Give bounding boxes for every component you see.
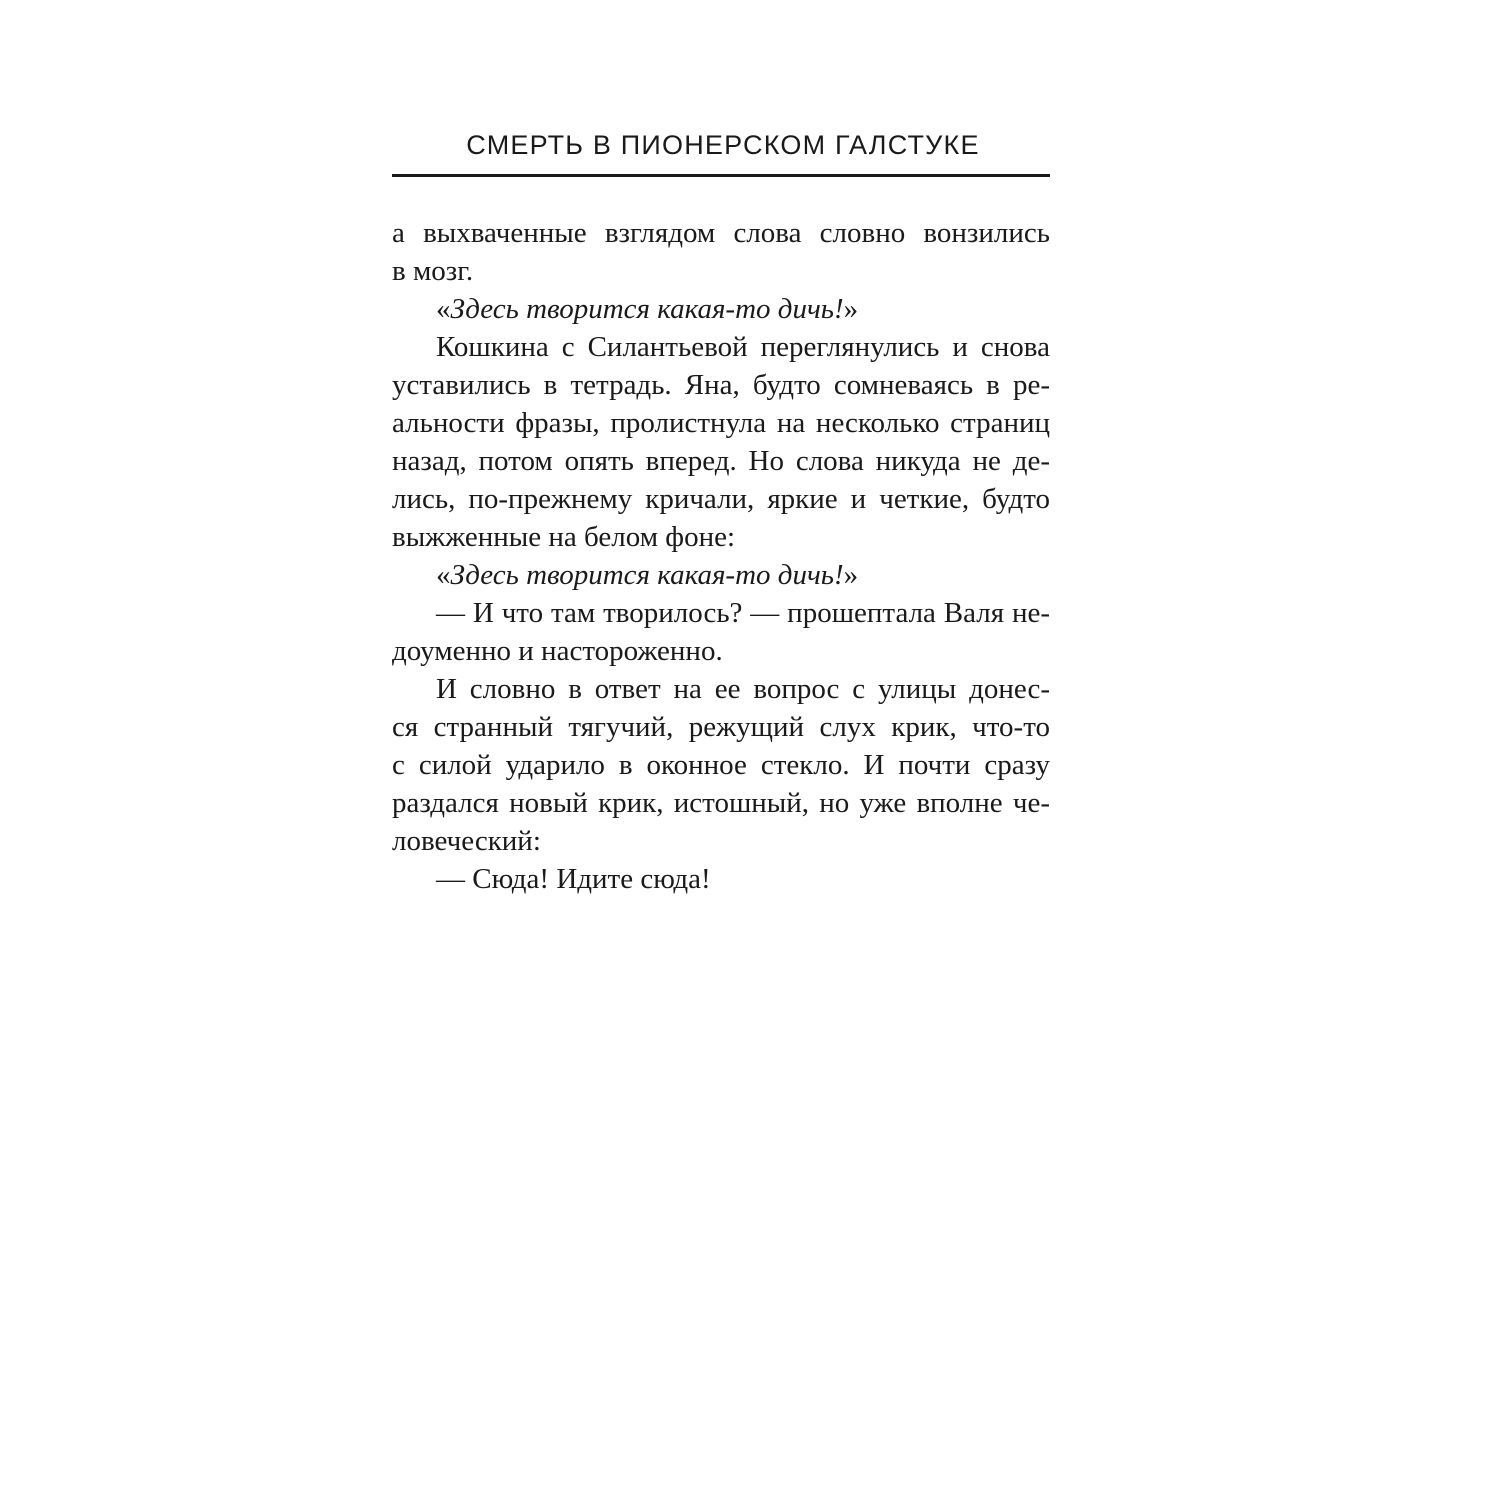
text-line: с силой ударило в оконное стекло. И почти сразу [392, 748, 1050, 781]
text-line: — Сюда! Идите сюда! [436, 862, 711, 895]
text-line: ловеческий: [392, 824, 541, 857]
text-line: уставились в тетрадь. Яна, будто сомневаясь в ре- [392, 368, 1050, 401]
text-line: назад, потом опять вперед. Но слова никуда не де- [392, 444, 1050, 477]
header-rule [392, 174, 1050, 177]
text-line: выжженные на белом фоне: [392, 520, 736, 553]
text-line: а выхваченные взглядом слова словно вонзились [392, 216, 1050, 249]
text-line: в мозг. [392, 254, 474, 287]
quote-text: Здесь творится какая-то дичь! [450, 558, 844, 591]
quote-close: » [843, 558, 859, 591]
text-line: раздался новый крик, истошный, но уже вполне че- [392, 786, 1050, 819]
book-page [392, 118, 1050, 898]
text-line: И словно в ответ на ее вопрос с улицы донес- [436, 672, 1050, 705]
body-text [392, 214, 1050, 898]
italic-quote-line [392, 556, 1050, 594]
quote-open: « [436, 558, 451, 591]
quote-close: » [843, 292, 859, 325]
text-line: лись, по-прежнему кричали, яркие и четкие, будто [392, 482, 1050, 515]
text-line: — И что там творилось? — прошептала Валя не- [436, 596, 1050, 629]
quote-open: « [436, 292, 451, 325]
text-line: Кошкина с Силантьевой переглянулись и снова [436, 330, 1050, 363]
text-line: альности фразы, пролистнула на несколько страниц [392, 406, 1050, 439]
quote-text: Здесь творится какая-то дичь! [450, 292, 844, 325]
text-line: доуменно и настороженно. [392, 634, 723, 667]
italic-quote-line [392, 290, 1050, 328]
text-line: ся странный тягучий, режущий слух крик, что-то [392, 710, 1050, 743]
running-head: СМЕРТЬ В ПИОНЕРСКОМ ГАЛСТУКЕ [466, 130, 980, 160]
